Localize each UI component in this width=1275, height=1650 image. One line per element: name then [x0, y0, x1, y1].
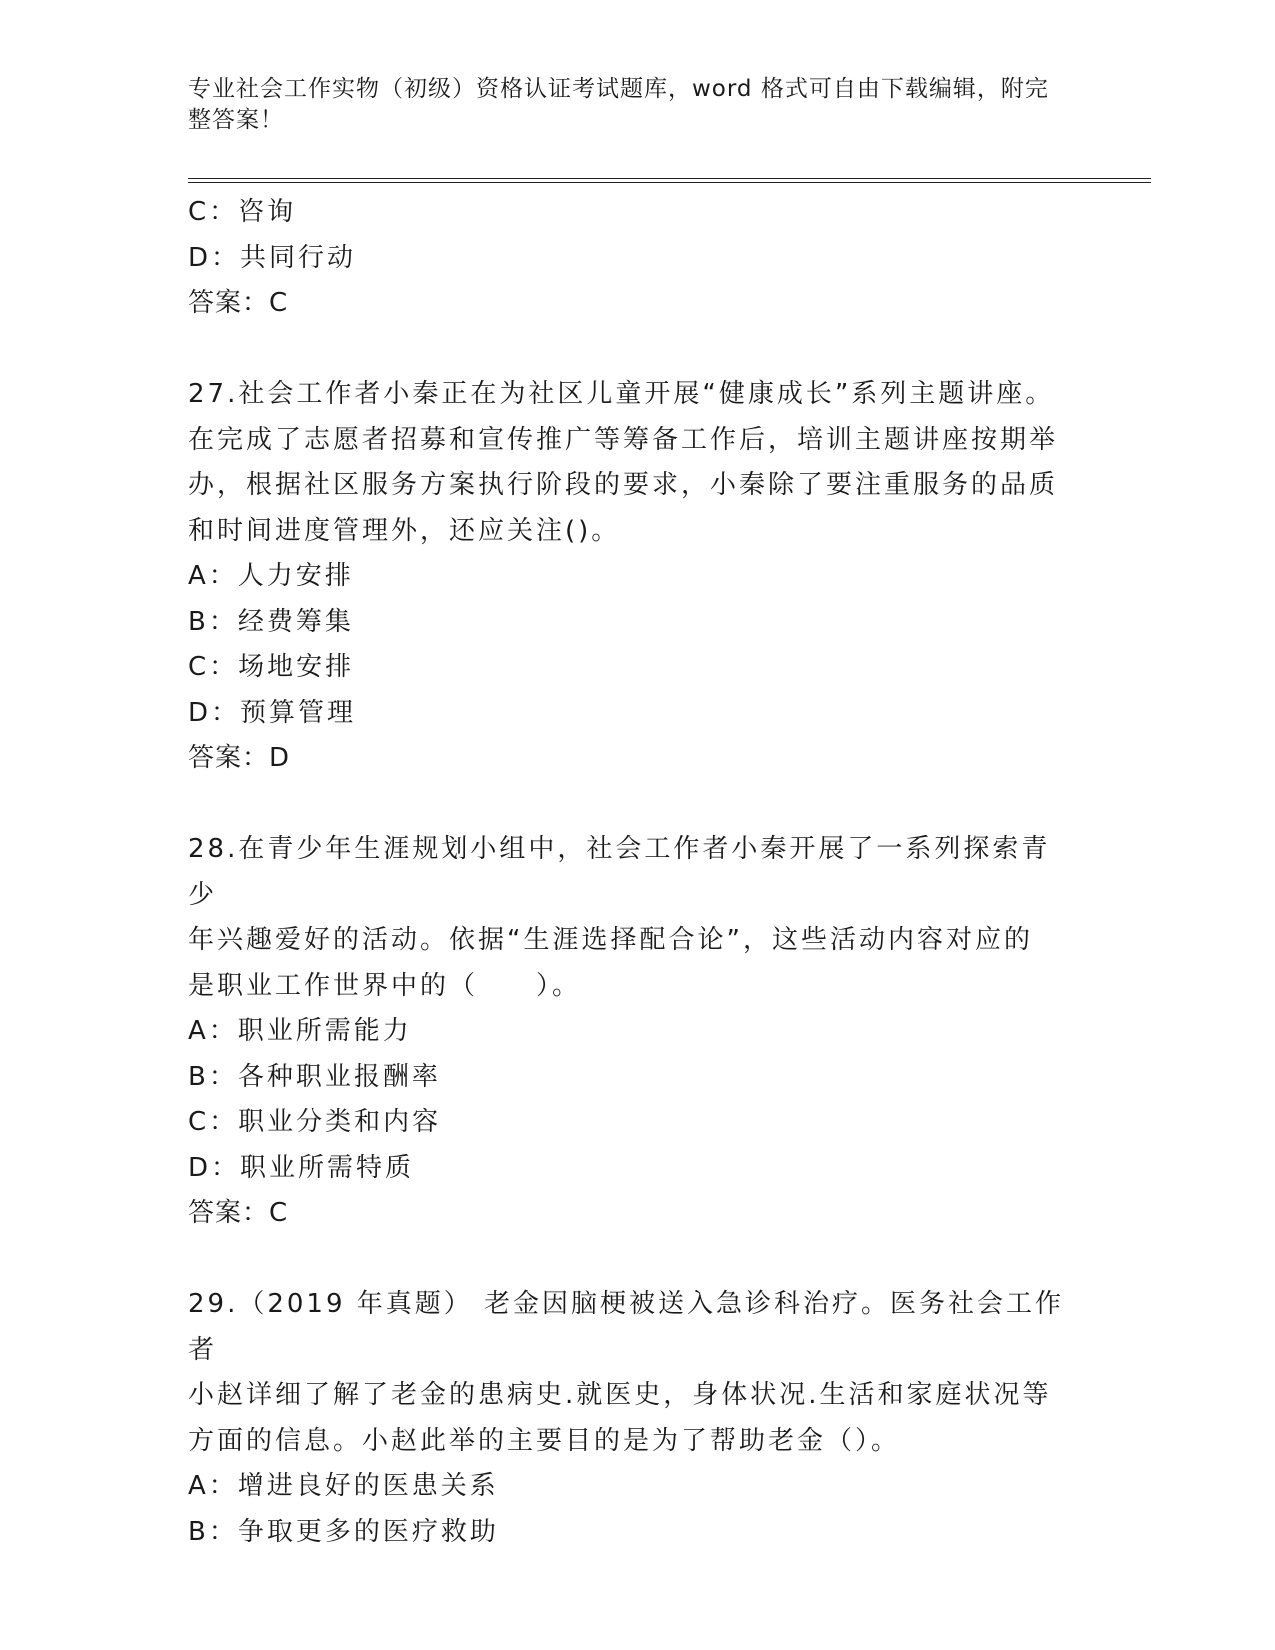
question-stem-line: 小赵详细了解了老金的患病史.就医史，身体状况.生活和家庭状况等 [188, 1380, 1052, 1410]
answer: 答案：D [188, 743, 291, 773]
question-26-tail [188, 190, 1068, 327]
option-a: A：增进良好的医患关系 [188, 1471, 499, 1501]
question-stem-line: 29.（2019 年真题） 老金因脑梗被送入急诊科治疗。医务社会工作者 [188, 1289, 1065, 1365]
option-a: A：人力安排 [188, 561, 354, 591]
spacer [188, 782, 1068, 828]
option-c: C：场地安排 [188, 652, 355, 682]
document-header: 专业社会工作实物（初级）资格认证考试题库，word 格式可自由下载编辑，附完整答案！ [188, 76, 1049, 133]
option-b: B：各种职业报酬率 [188, 1061, 441, 1092]
spacer [188, 327, 1068, 373]
option-a: A：职业所需能力 [188, 1016, 412, 1046]
question-content [188, 190, 1068, 1555]
option-c: C：职业分类和内容 [188, 1107, 442, 1137]
question-28 [188, 827, 1068, 1237]
question-stem-line: 方面的信息。小赵此举的主要目的是为了帮助老金（）。 [188, 1425, 901, 1456]
question-29 [188, 1282, 1068, 1555]
option-b: B：争取更多的医疗救助 [188, 1516, 499, 1547]
header-rule-top [188, 178, 1151, 179]
answer: 答案：C [188, 1198, 289, 1228]
option-c: C：咨询 [188, 197, 297, 227]
option-d: D：共同行动 [188, 242, 357, 273]
option-d: D：预算管理 [188, 697, 357, 728]
question-stem-line: 27.社会工作者小秦正在为社区儿童开展“健康成长”系列主题讲座。 [188, 379, 1055, 409]
question-stem-line: 办，根据社区服务方案执行阶段的要求，小秦除了要注重服务的品质 [188, 470, 1059, 500]
question-stem-line: 年兴趣爱好的活动。依据“生涯选择配合论”，这些活动内容对应的 [188, 925, 1033, 955]
option-d: D：职业所需特质 [188, 1152, 415, 1183]
spacer [188, 1237, 1068, 1283]
question-stem-line: 是职业工作世界中的（ ）。 [188, 970, 582, 1001]
question-stem-line: 在完成了志愿者招募和宣传推广等筹备工作后，培训主题讲座按期举 [188, 424, 1059, 455]
answer: 答案：C [188, 288, 289, 318]
question-stem-line: 和时间进度管理外，还应关注()。 [188, 515, 621, 546]
option-b: B：经费筹集 [188, 606, 354, 637]
question-stem-line: 28.在青少年生涯规划小组中，社会工作者小秦开展了一系列探索青少 [188, 834, 1051, 910]
header-rule-bottom [188, 182, 1151, 183]
question-27 [188, 372, 1068, 782]
